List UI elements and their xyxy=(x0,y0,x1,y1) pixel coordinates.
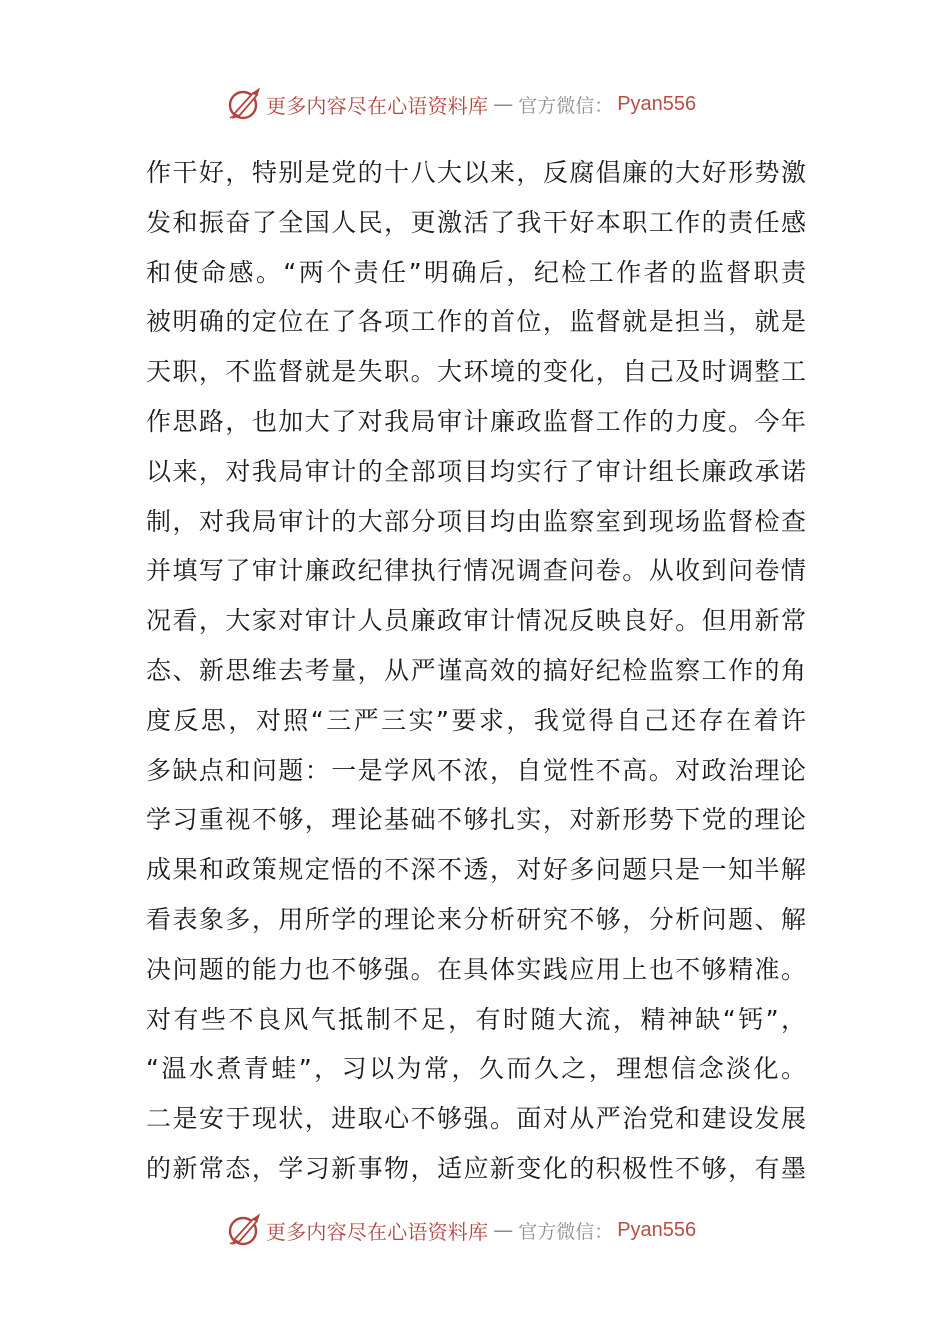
text-line: 况看，大家对审计人员廉政审计情况反映良好。但用新常 xyxy=(146,606,806,636)
text-line: 天职，不监督就是失职。大环境的变化，自己及时调整工 xyxy=(146,357,806,387)
text-line: 度反思，对照“三严三实”要求，我觉得自己还存在着许 xyxy=(146,705,806,735)
header-banner xyxy=(226,84,696,124)
banner-wechat-label: 官方微信： xyxy=(518,1220,614,1243)
text-line: 制，对我局审计的大部分项目均由监察室到现场监督检查 xyxy=(146,506,806,536)
text-line: “温水煮青蛙”，习以为常，久而久之，理想信念淡化。 xyxy=(146,1054,806,1084)
text-line: 态、新思维去考量，从严谨高效的搞好纪检监察工作的角 xyxy=(146,655,806,685)
text-line: 被明确的定位在了各项工作的首位，监督就是担当，就是 xyxy=(146,307,806,337)
banner-wechat-id: Pyan556 xyxy=(617,1218,697,1241)
banner-separator: — xyxy=(493,1218,514,1242)
text-line: 作思路，也加大了对我局审计廉政监督工作的力度。今年 xyxy=(146,406,806,436)
banner-wechat-id: Pyan556 xyxy=(617,92,697,115)
text-line: 二是安于现状，进取心不够强。面对从严治党和建设发展 xyxy=(146,1104,806,1134)
footer-banner xyxy=(226,1210,696,1250)
text-line: 决问题的能力也不够强。在具体实践应用上也不够精准。 xyxy=(146,954,806,984)
pen-in-circle-logo-icon xyxy=(226,86,262,122)
banner-wechat-label: 官方微信： xyxy=(518,94,614,117)
text-line: 成果和政策规定悟的不深不透，对好多问题只是一知半解 xyxy=(146,855,806,885)
banner-brand-text: 更多内容尽在心语资料库 xyxy=(266,93,489,118)
text-line: 和使命感。“两个责任”明确后，纪检工作者的监督职责 xyxy=(146,257,806,287)
text-line: 作干好，特别是党的十八大以来，反腐倡廉的大好形势激 xyxy=(146,158,806,187)
text-line: 看表象多，用所学的理论来分析研究不够，分析问题、解 xyxy=(146,904,806,934)
text-line: 以来，对我局审计的全部项目均实行了审计组长廉政承诺 xyxy=(146,456,806,486)
banner-separator: — xyxy=(493,92,514,116)
text-line: 的新常态，学习新事物，适应新变化的积极性不够，有墨 xyxy=(146,1153,806,1183)
banner-brand-text: 更多内容尽在心语资料库 xyxy=(266,1219,489,1244)
pen-in-circle-logo-icon xyxy=(226,1212,262,1248)
text-line: 多缺点和问题：一是学风不浓，自觉性不高。对政治理论 xyxy=(146,755,806,785)
text-line: 发和振奋了全国人民，更激活了我干好本职工作的责任感 xyxy=(146,207,806,237)
body-text xyxy=(146,148,806,1194)
text-line: 并填写了审计廉政纪律执行情况调查问卷。从收到问卷情 xyxy=(146,556,806,586)
text-line: 学习重视不够，理论基础不够扎实，对新形势下党的理论 xyxy=(146,805,806,835)
text-line: 对有些不良风气抵制不足，有时随大流，精神缺“钙”， xyxy=(146,1004,806,1034)
